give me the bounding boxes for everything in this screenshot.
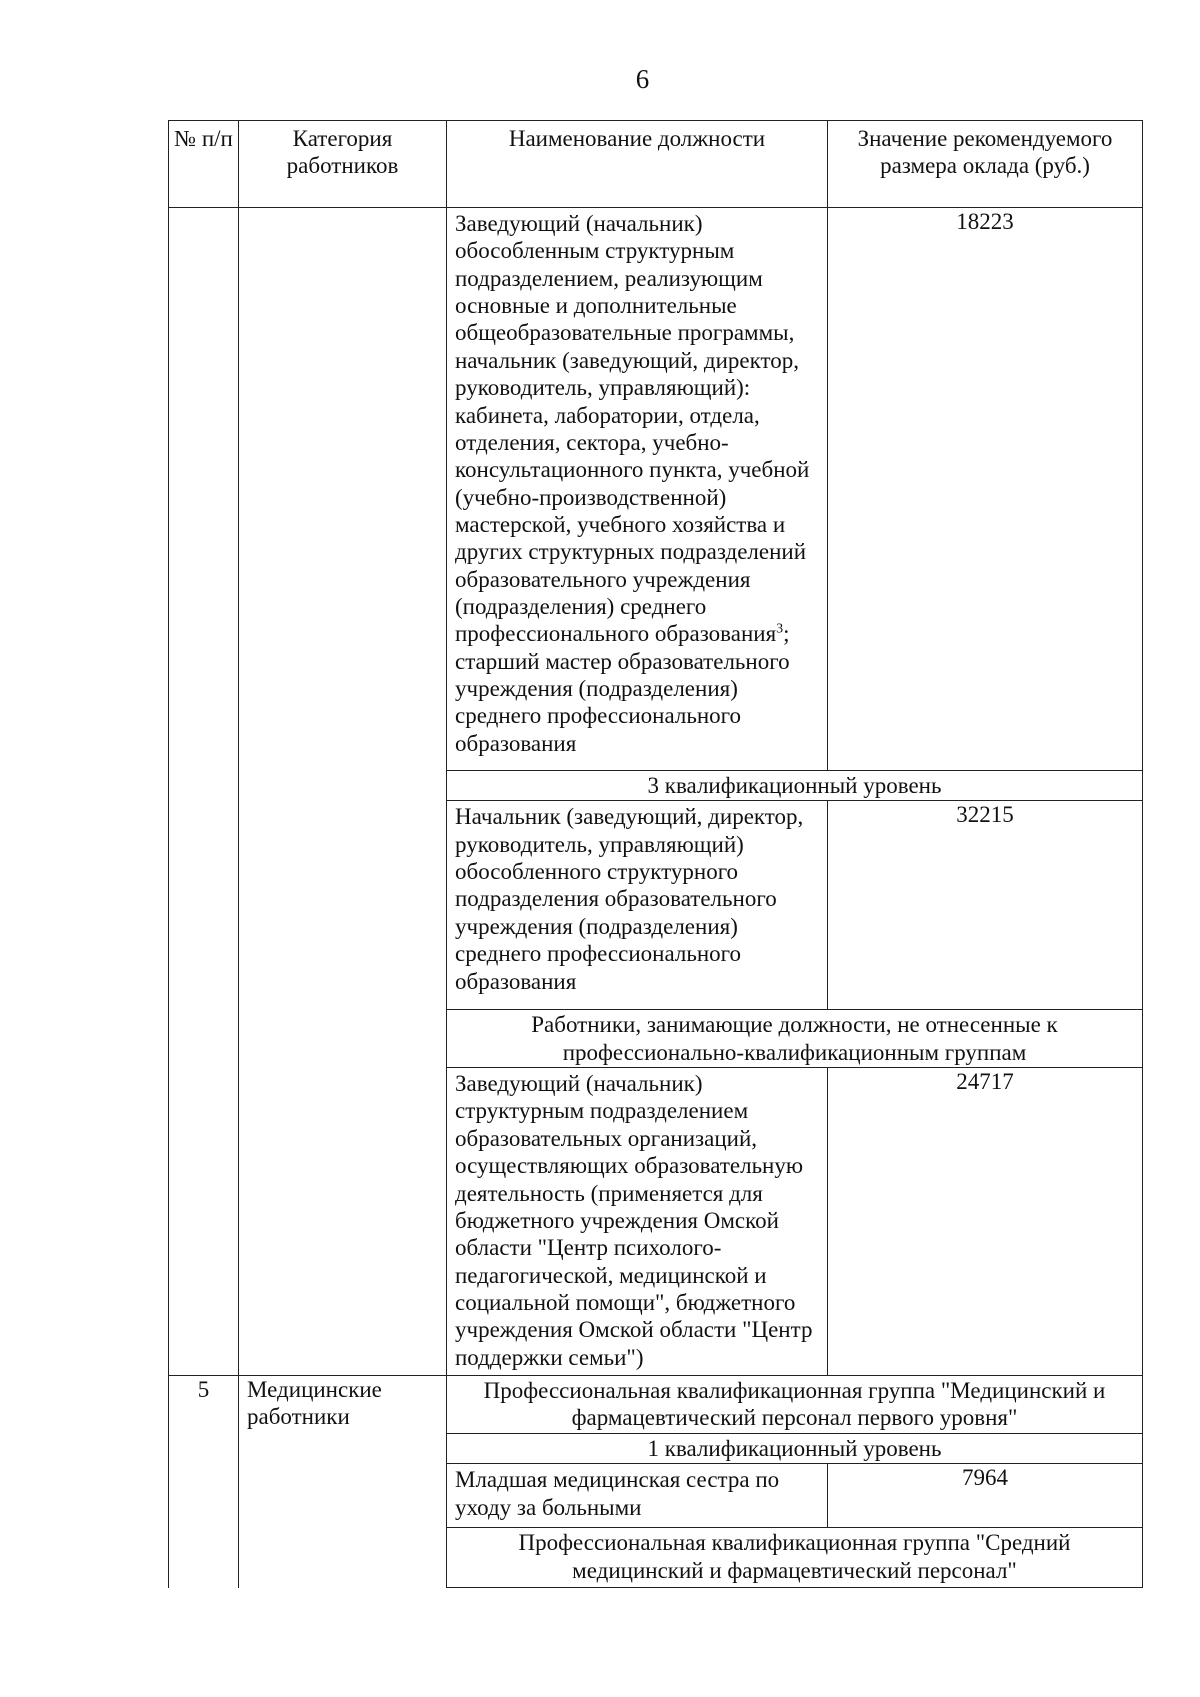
num-cell-empty (169, 208, 239, 1376)
section-category: Медицинские работники (239, 1376, 447, 1588)
group-heading-row: Профессиональная квалификационная группа "Медицинский и фармацевтический персонал первого уровня" (447, 1376, 1143, 1434)
section-number: 5 (169, 1376, 239, 1588)
header-category: Категория работников (239, 121, 447, 208)
header-position: Наименование должности (447, 121, 828, 208)
qualification-level-row: 3 квалификационный уровень (447, 771, 1143, 801)
header-value: Значение рекомендуемого размера оклада (руб.) (828, 121, 1143, 208)
table-header-row (169, 121, 1143, 208)
position-name-cell: Заведующий (начальник) структурным подразделением образовательных организаций, осуществляющих образовательную деятельность (применяется для бюджетного учреждения Омской области "Центр психолого-педагогической, медицинской и социальной помощи", бюджетного учреждения Омской области "Центр поддержки семьи") (447, 1068, 828, 1376)
qualification-level-row: 1 квалификационный уровень (447, 1433, 1143, 1463)
salary-value-cell: 32215 (828, 801, 1143, 1010)
footnote-marker: 3 (776, 621, 784, 637)
salary-table (168, 120, 1143, 1588)
salary-value-cell: 24717 (828, 1068, 1143, 1376)
table-row (169, 1376, 1143, 1434)
group-heading-row: Профессиональная квалификационная группа "Средний медицинский и фармацевтический персонал" (447, 1528, 1143, 1588)
group-heading-row: Работники, занимающие должности, не отнесенные к профессионально-квалификационным группам (447, 1010, 1143, 1068)
salary-value-cell: 7964 (828, 1464, 1143, 1528)
position-name-cell: Заведующий (начальник) обособленным структурным подразделением, реализующим основные и дополнительные общеобразовательные программы, начальник (заведующий, директор, руководитель, управляющий): кабинета, лаборатории, отдела, отделения, сектора, учебно-консультационного пункта, учебной (учебно-производственной) мастерской, учебного хозяйства и других структурных подразделений образовательного учреждения (подразделения) среднего профессионального образования$^3$; старший мастер образовательного учреждения (подразделения) среднего профессионального образования (447, 208, 828, 771)
category-cell-empty (239, 208, 447, 1376)
page-number: 6 (635, 64, 650, 94)
position-name-cell: Начальник (заведующий, директор, руководитель, управляющий) обособленного структурного подразделения образовательного учреждения (подразделения) среднего профессионального образования (447, 801, 828, 1010)
salary-value-cell: 18223 (828, 208, 1143, 771)
header-num: № п/п (169, 121, 239, 208)
position-name-cell: Младшая медицинская сестра по уходу за больными (447, 1464, 828, 1528)
table-row (169, 208, 1143, 771)
